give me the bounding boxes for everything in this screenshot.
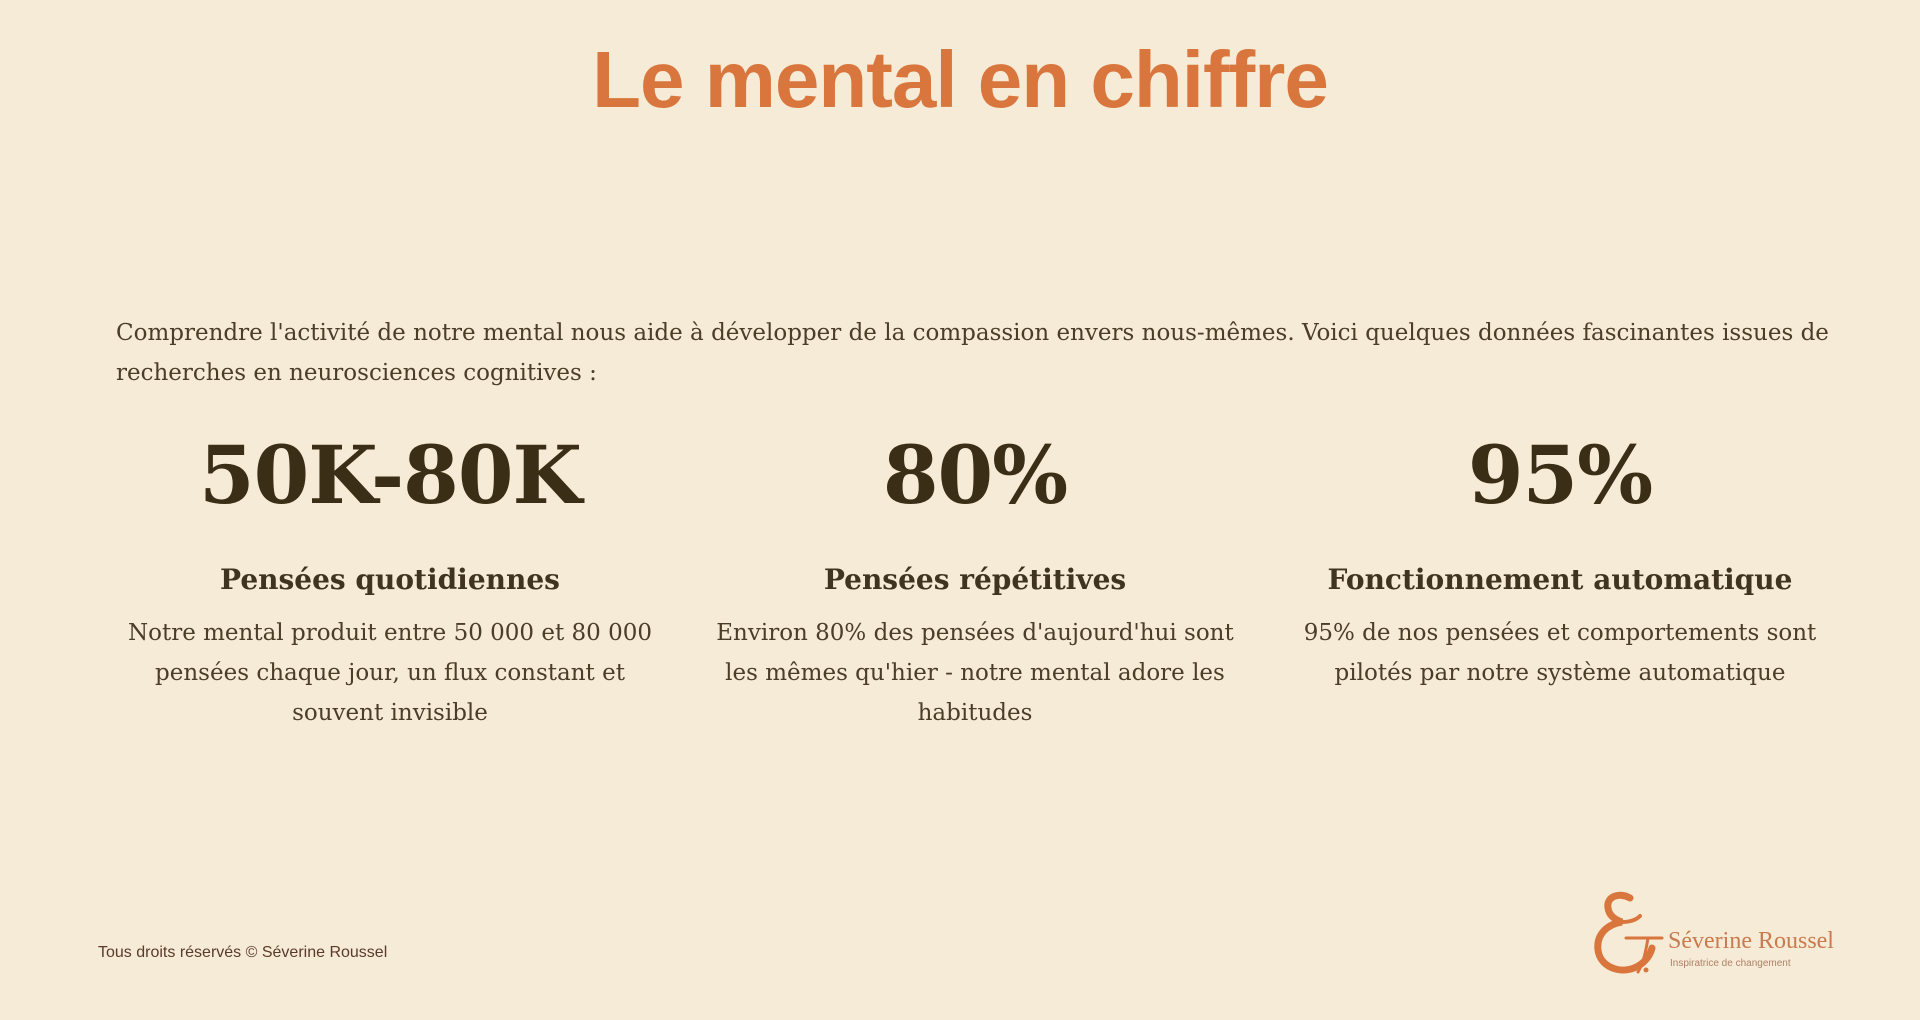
- ampersand-icon: [1586, 888, 1666, 978]
- page-title: Le mental en chiffre: [592, 35, 1328, 124]
- stat-value: 95%: [1467, 428, 1653, 522]
- stat-automatic-functioning: [1270, 425, 1850, 733]
- stat-label: Pensées quotidiennes: [220, 563, 560, 596]
- stat-description: Notre mental produit entre 50 000 et 80 000 pensées chaque jour, un flux constant et souvent invisible: [127, 620, 652, 726]
- logo-name: Séverine Roussel: [1668, 928, 1834, 954]
- stats-row: [100, 425, 1850, 733]
- stat-description: Environ 80% des pensées d'aujourd'hui sont les mêmes qu'hier - notre mental adore les habitudes: [716, 620, 1234, 726]
- footer-copyright: Tous droits réservés © Séverine Roussel: [98, 944, 388, 961]
- stat-label: Fonctionnement automatique: [1327, 563, 1793, 596]
- stat-label: Pensées répétitives: [823, 563, 1127, 596]
- stat-value: 80%: [882, 428, 1068, 522]
- stat-value: 50K-80K: [198, 428, 582, 522]
- stat-description: 95% de nos pensées et comportements sont pilotés par notre système automatique: [1303, 620, 1817, 686]
- stat-repetitive-thoughts: [685, 425, 1265, 733]
- brand-logo[interactable]: [1586, 888, 1846, 978]
- logo-tagline: Inspiratrice de changement: [1670, 958, 1791, 969]
- stat-daily-thoughts: [100, 425, 680, 733]
- intro-paragraph: Comprendre l'activité de notre mental nous aide à développer de la compassion envers nous-mêmes. Voici quelques données fascinantes issues de recherches en neurosciences cognitives :: [116, 320, 1829, 386]
